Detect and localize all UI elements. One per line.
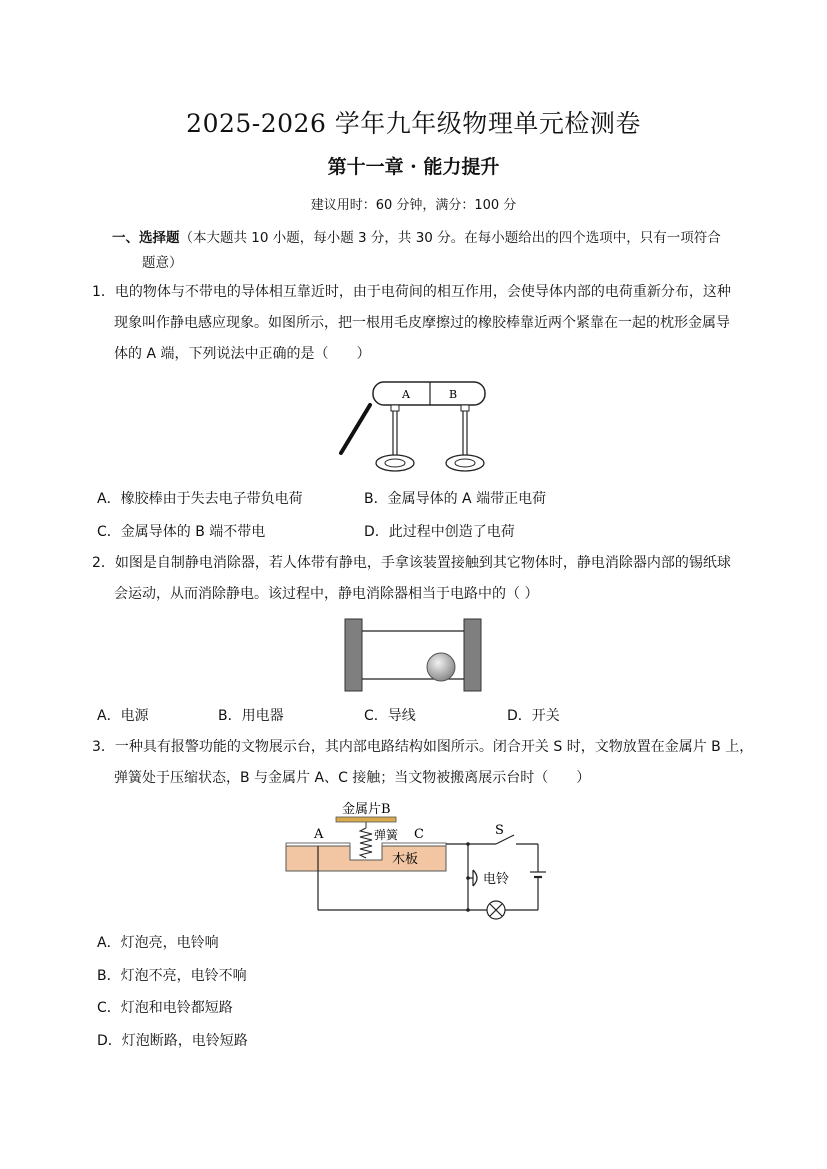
fig3-board: 木板 [392, 852, 419, 867]
fig1-label-a: A [402, 388, 410, 401]
q3-option-a: A．灯泡亮，电铃响 [97, 935, 219, 951]
q3-option-c: C．灯泡和电铃都短路 [97, 1000, 233, 1016]
bell-symbol [473, 870, 477, 886]
q2-option-a: A．电源 [97, 708, 149, 724]
q2-option-b: B．用电器 [218, 708, 284, 724]
section-heading [112, 226, 752, 276]
q1-line-2: 现象叫作静电感应现象。如图所示，把一根用毛皮摩擦过的橡胶棒靠近两个紧靠在一起的枕形金属导 [114, 315, 730, 331]
stand-a-base [376, 455, 414, 471]
q3-option-b: B．灯泡不亮，电铃不响 [97, 968, 247, 984]
rubber-rod [341, 405, 370, 453]
stand-a-cap [391, 405, 399, 411]
q1-option-b: B．金属导体的 A 端带正电荷 [364, 491, 547, 507]
fig1-label-b: B [448, 388, 458, 401]
q3-line-2: 弹簧处于压缩状态，B 与金属片 A、C 接触；当文物被搬离展示台时（ ） [114, 770, 591, 786]
fig3-label-a: A [314, 827, 324, 842]
tin-foil-ball [427, 653, 455, 681]
question-3 [92, 732, 762, 794]
exam-meta: 建议用时：60 分钟，满分：100 分 [310, 198, 517, 213]
fig3-metal-b: 金属片B [342, 802, 391, 817]
question-1 [92, 277, 762, 370]
q2-figure [342, 617, 487, 695]
q3-option-d: D．灯泡断路，电铃短路 [97, 1033, 248, 1049]
metal-plate-b [336, 817, 396, 822]
stand-b-cap [461, 405, 469, 411]
fig3-switch-s: S [495, 823, 504, 838]
q2-option-c: C．导线 [364, 708, 416, 724]
q1-line-3: 体的 A 端，下列说法中正确的是（ ） [114, 346, 371, 362]
question-2 [92, 548, 762, 610]
q1-option-a: A．橡胶棒由于失去电子带负电荷 [97, 491, 303, 507]
pillow-conductor [373, 382, 485, 405]
q1-option-c: C．金属导体的 B 端不带电 [97, 524, 266, 540]
fig3-bell: 电铃 [483, 872, 510, 887]
fig3-label-c: C [414, 827, 424, 842]
section-desc-1: （本大题共 10 小题，每小题 3 分，共 30 分。在每小题给出的四个选项中，只有一项符合 [179, 230, 721, 246]
page-subtitle: 第十一章 · 能力提升 [327, 156, 500, 178]
q1-line-1: 1．电的物体与不带电的导体相互靠近时，由于电荷间的相互作用，会使导体内部的电荷重新分布，这种 [92, 284, 731, 300]
spring [360, 828, 372, 858]
stand-b-base [446, 455, 484, 471]
page-title: 2025-2026 学年九年级物理单元检测卷 [186, 109, 641, 138]
q3-figure [280, 798, 560, 920]
left-cap [345, 619, 362, 691]
q3-line-1: 3．一种具有报警功能的文物展示台，其内部电路结构如图所示。闭合开关 S 时，文物放置在金属片 B 上， [92, 739, 754, 755]
q2-option-d: D．开关 [507, 708, 560, 724]
q1-option-d: D．此过程中创造了电荷 [364, 524, 515, 540]
section-title: 一、选择题 [112, 230, 180, 246]
wooden-board [286, 846, 446, 871]
q2-line-2: 会运动，从而消除静电。该过程中，静电消除器相当于电路中的（ ） [114, 586, 539, 602]
q1-figure [330, 378, 500, 478]
right-cap [464, 619, 481, 691]
fig3-spring: 弹簧 [374, 828, 399, 842]
q2-line-1: 2．如图是自制静电消除器，若人体带有静电，手拿该装置接触到其它物体时，静电消除器内部的锡纸球 [92, 555, 731, 571]
section-desc-2: 题意） [142, 255, 183, 271]
